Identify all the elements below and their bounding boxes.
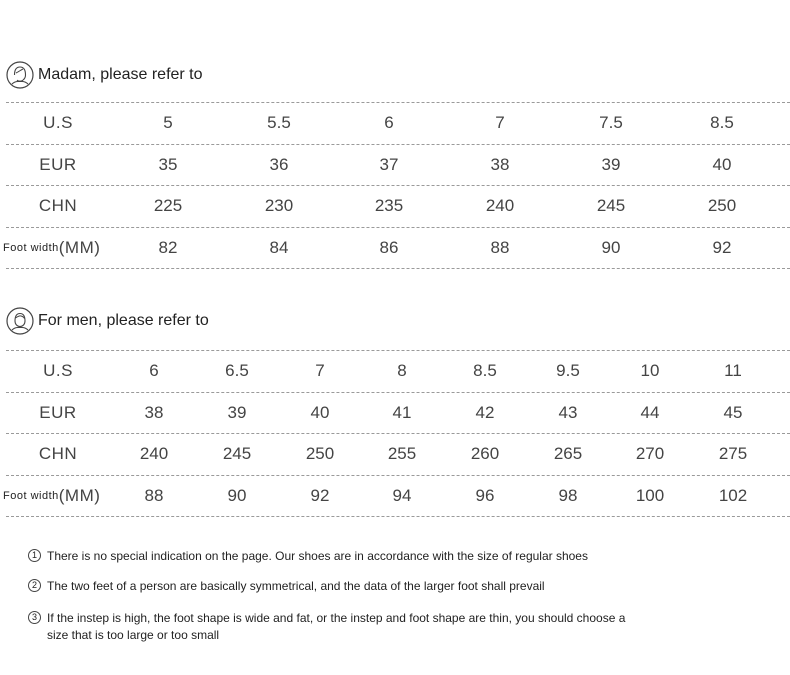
size-cell: 35 — [158, 154, 178, 174]
size-cell: 38 — [490, 154, 510, 174]
size-cell: 5 — [163, 113, 173, 133]
size-cell: 94 — [392, 485, 412, 505]
size-cell: 245 — [222, 444, 252, 464]
men-section-title: For men, please refer to — [38, 312, 209, 329]
size-cell: 8.5 — [710, 113, 734, 133]
row-label — [3, 228, 107, 269]
row-label: CHN — [38, 196, 78, 216]
row-label: EUR — [39, 402, 77, 422]
size-cell: 42 — [475, 402, 495, 422]
table-row-chn — [6, 433, 790, 475]
size-cell: 88 — [490, 237, 510, 257]
size-cell: 5.5 — [267, 113, 291, 133]
size-cell: 245 — [596, 196, 626, 216]
size-cell: 90 — [601, 237, 621, 257]
note-text: The two feet of a person are basically symmetrical, and the data of the larger foot shall prevail — [47, 579, 545, 593]
size-cell: 43 — [558, 402, 578, 422]
circled-number-icon: 2 — [28, 579, 41, 592]
size-cell: 6.5 — [225, 361, 249, 381]
note-item — [28, 578, 728, 595]
size-cell: 90 — [227, 485, 247, 505]
size-cell: 102 — [718, 485, 748, 505]
size-cell: 9.5 — [556, 361, 580, 381]
size-cell: 100 — [635, 485, 665, 505]
foot-width-label: Foot width — [3, 241, 59, 254]
size-cell: 240 — [139, 444, 169, 464]
size-cell: 240 — [485, 196, 515, 216]
note-item — [28, 548, 728, 565]
row-label — [3, 476, 107, 517]
size-cell: 39 — [227, 402, 247, 422]
women-section-title: Madam, please refer to — [38, 66, 203, 83]
size-cell: 7 — [495, 113, 505, 133]
size-cell: 38 — [144, 402, 164, 422]
size-cell: 84 — [269, 237, 289, 257]
size-cell: 37 — [379, 154, 399, 174]
row-label: CHN — [38, 444, 78, 464]
size-cell: 82 — [158, 237, 178, 257]
woman-avatar-icon — [6, 61, 34, 89]
row-label: U.S — [43, 113, 73, 133]
foot-width-label: Foot width — [3, 489, 59, 502]
man-avatar-icon — [6, 307, 34, 335]
size-cell: 41 — [392, 402, 412, 422]
size-cell: 11 — [724, 361, 742, 381]
size-cell: 255 — [387, 444, 417, 464]
size-cell: 98 — [558, 485, 578, 505]
size-cell: 225 — [153, 196, 183, 216]
size-cell: 40 — [712, 154, 732, 174]
table-row-foot-width — [3, 475, 790, 518]
size-cell: 96 — [475, 485, 495, 505]
size-cell: 8.5 — [473, 361, 497, 381]
size-cell: 44 — [640, 402, 660, 422]
circled-number-icon: 1 — [28, 549, 41, 562]
size-cell: 260 — [470, 444, 500, 464]
notes-list — [28, 548, 728, 644]
note-item — [28, 610, 728, 644]
size-cell: 270 — [635, 444, 665, 464]
foot-width-unit: (MM) — [58, 237, 101, 257]
size-cell: 40 — [310, 402, 330, 422]
size-cell: 86 — [379, 237, 399, 257]
table-row-us — [6, 102, 790, 144]
size-cell: 8 — [397, 361, 407, 381]
size-cell: 230 — [264, 196, 294, 216]
note-text: There is no special indication on the page. Our shoes are in accordance with the size of regular shoes — [47, 549, 588, 563]
women-size-table — [3, 102, 790, 269]
size-cell: 36 — [269, 154, 289, 174]
size-cell: 6 — [384, 113, 394, 133]
note-text: If the instep is high, the foot shape is wide and fat, or the instep and foot shape are thin, you should choose a size that is too large or too small — [47, 611, 626, 642]
table-row-foot-width — [3, 227, 790, 270]
size-cell: 10 — [640, 361, 660, 381]
size-cell: 275 — [718, 444, 748, 464]
size-cell: 250 — [707, 196, 737, 216]
size-cell: 92 — [712, 237, 732, 257]
row-label: EUR — [39, 154, 77, 174]
circled-number-icon: 3 — [28, 611, 41, 624]
size-cell: 45 — [723, 402, 743, 422]
table-row-eur — [6, 392, 790, 434]
foot-width-unit: (MM) — [58, 485, 101, 505]
row-label: U.S — [43, 361, 73, 381]
size-cell: 7.5 — [599, 113, 623, 133]
table-row-eur — [6, 144, 790, 186]
size-cell: 235 — [374, 196, 404, 216]
table-row-chn — [6, 185, 790, 227]
size-cell: 92 — [310, 485, 330, 505]
table-row-us — [6, 350, 790, 392]
size-cell: 88 — [144, 485, 164, 505]
size-cell: 7 — [315, 361, 325, 381]
size-cell: 250 — [305, 444, 335, 464]
size-cell: 265 — [553, 444, 583, 464]
size-cell: 6 — [149, 361, 159, 381]
men-size-table — [3, 350, 790, 517]
women-section-header — [6, 61, 203, 89]
men-section-header — [6, 307, 209, 335]
size-cell: 39 — [601, 154, 621, 174]
